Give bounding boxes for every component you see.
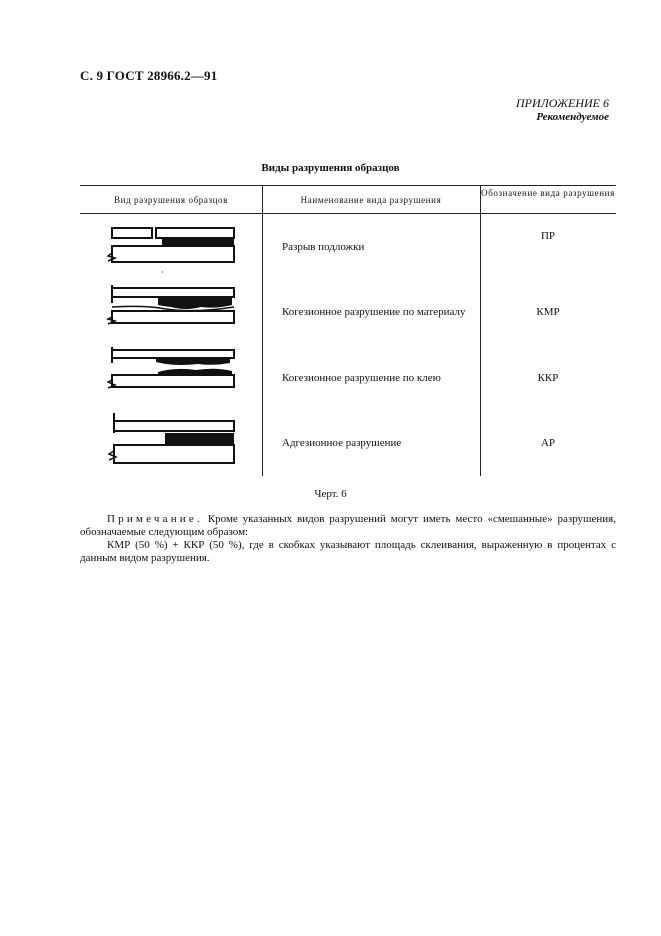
column-header-code: Обозначение вида разрушения (481, 188, 615, 198)
column-header-type: Вид разрушения образцов (113, 195, 229, 205)
row-4-code: АР (540, 437, 556, 449)
appendix-label (516, 96, 609, 124)
figure-cohesive-adhesive (106, 347, 236, 395)
row-3-code: ККР (537, 372, 559, 384)
note-paragraph-2: КМР (50 %) + ККР (50 %), где в скобках указывают площадь склеивания, выраженную в процентах с данным видом разрушения. (80, 539, 616, 564)
row-1-code: ПР (540, 230, 556, 242)
note-text-1: Кроме указанных видов разрушений могут иметь место «смешанные» разрушения, обозначаемые следующим образом: (80, 513, 616, 538)
section-title: Виды разрушения образцов (261, 162, 400, 174)
figure-cohesive-material (106, 285, 236, 330)
table-top-border (80, 185, 616, 186)
table-header-divider (80, 213, 616, 214)
row-3-name: Когезионное разрушение по клею (282, 372, 441, 384)
row-2-name: Когезионное разрушение по материалу (282, 306, 466, 318)
page-header: С. 9 ГОСТ 28966.2—91 (80, 68, 218, 83)
failure-types-table (80, 185, 616, 476)
appendix-title: ПРИЛОЖЕНИЕ 6 (516, 96, 609, 110)
column-divider-1 (262, 185, 263, 476)
appendix-subtitle: Рекомендуемое (536, 111, 609, 123)
column-header-name: Наименование вида разрушения (300, 195, 442, 205)
figure-substrate-rupture (106, 225, 236, 275)
figure-adhesive-failure (106, 413, 236, 468)
note-block (80, 513, 616, 565)
note-label: Примечание. (107, 513, 203, 525)
row-2-code: КМР (536, 306, 560, 318)
row-4-name: Адгезионное разрушение (282, 437, 402, 449)
figure-caption: Черт. 6 (314, 488, 347, 500)
row-1-name: Разрыв подложки (282, 241, 365, 253)
column-divider-2 (480, 185, 481, 476)
note-paragraph-1 (80, 513, 616, 539)
